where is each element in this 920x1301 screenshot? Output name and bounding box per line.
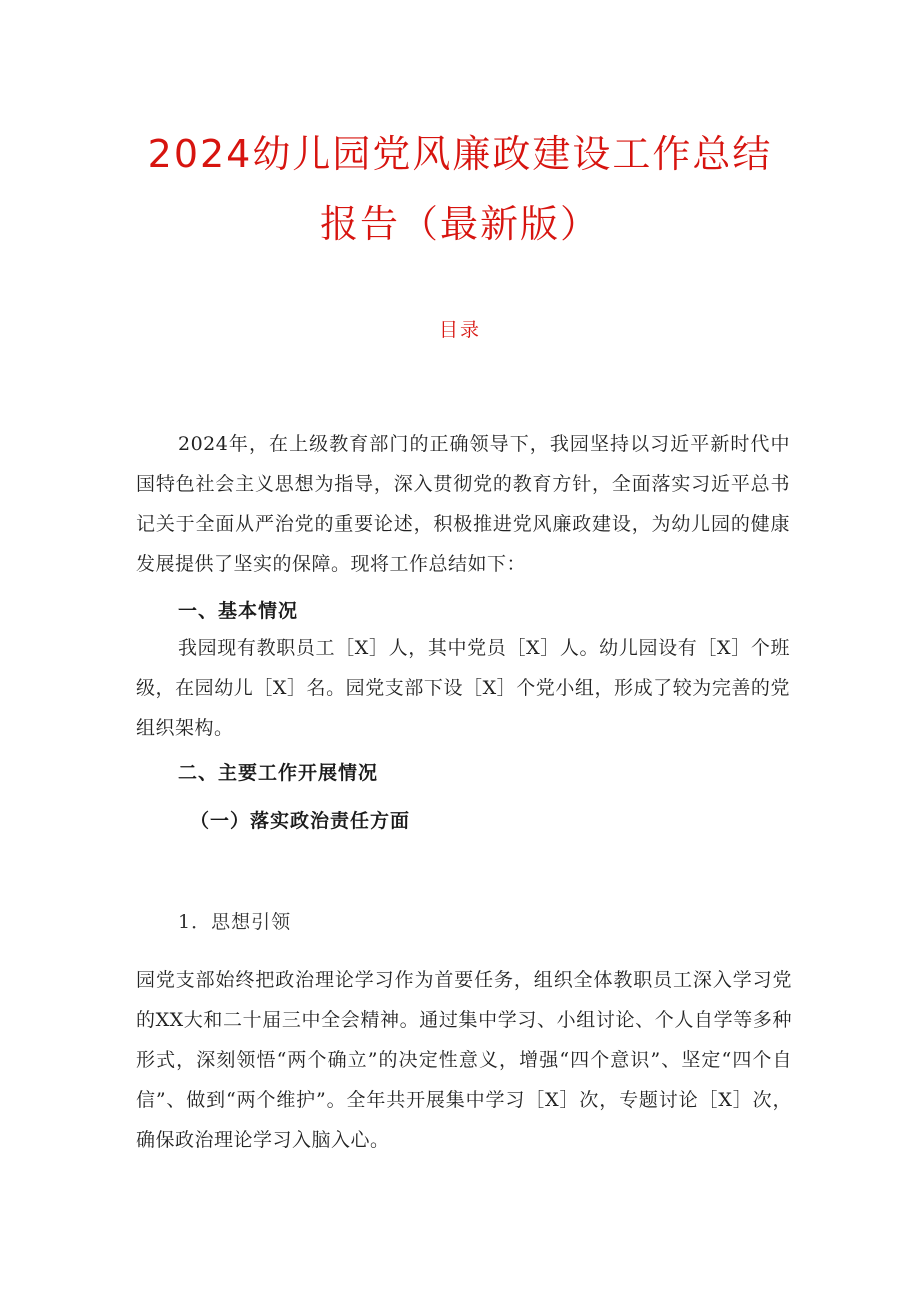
section-2-heading: 二、主要工作开展情况 bbox=[178, 762, 379, 784]
section-1-body: 我园现有教职员工［X］人，其中党员［X］人。幼儿园设有［X］个班级，在园幼儿［X］名。园党支部下设［X］个党小组，形成了较为完善的党组织架构。 bbox=[136, 637, 790, 739]
subsection-1-heading: （一）落实政治责任方面 bbox=[190, 810, 411, 832]
item-1-body: 园党支部始终把政治理论学习作为首要任务，组织全体教职员工深入学习党的XX大和二十届三中全会精神。通过集中学习、小组讨论、个人自学等多种形式，深刻领悟“两个确立”的决定性意义，增强“四个意识”、坚定“四个自信”、做到“两个维护”。全年共开展集中学习［X］次，专题讨论［X］次，确保政治理论学习入脑入心。 bbox=[136, 969, 792, 1151]
document-title-line-2: 报告（最新版） bbox=[319, 202, 600, 246]
section-1-heading: 一、基本情况 bbox=[178, 600, 299, 622]
document-title-line-1: 2024幼儿园党风廉政建设工作总结 bbox=[147, 132, 773, 176]
table-of-contents-label: 目录 bbox=[438, 319, 481, 341]
intro-paragraph: 2024年，在上级教育部门的正确领导下，我园坚持以习近平新时代中国特色社会主义思想为指导，深入贯彻党的教育方针，全面落实习近平总书记关于全面从严治党的重要论述，积极推进党风廉政建设，为幼儿园的健康发展提供了坚实的保障。现将工作总结如下： bbox=[136, 433, 790, 575]
item-1-heading: 1．思想引领 bbox=[178, 911, 292, 933]
